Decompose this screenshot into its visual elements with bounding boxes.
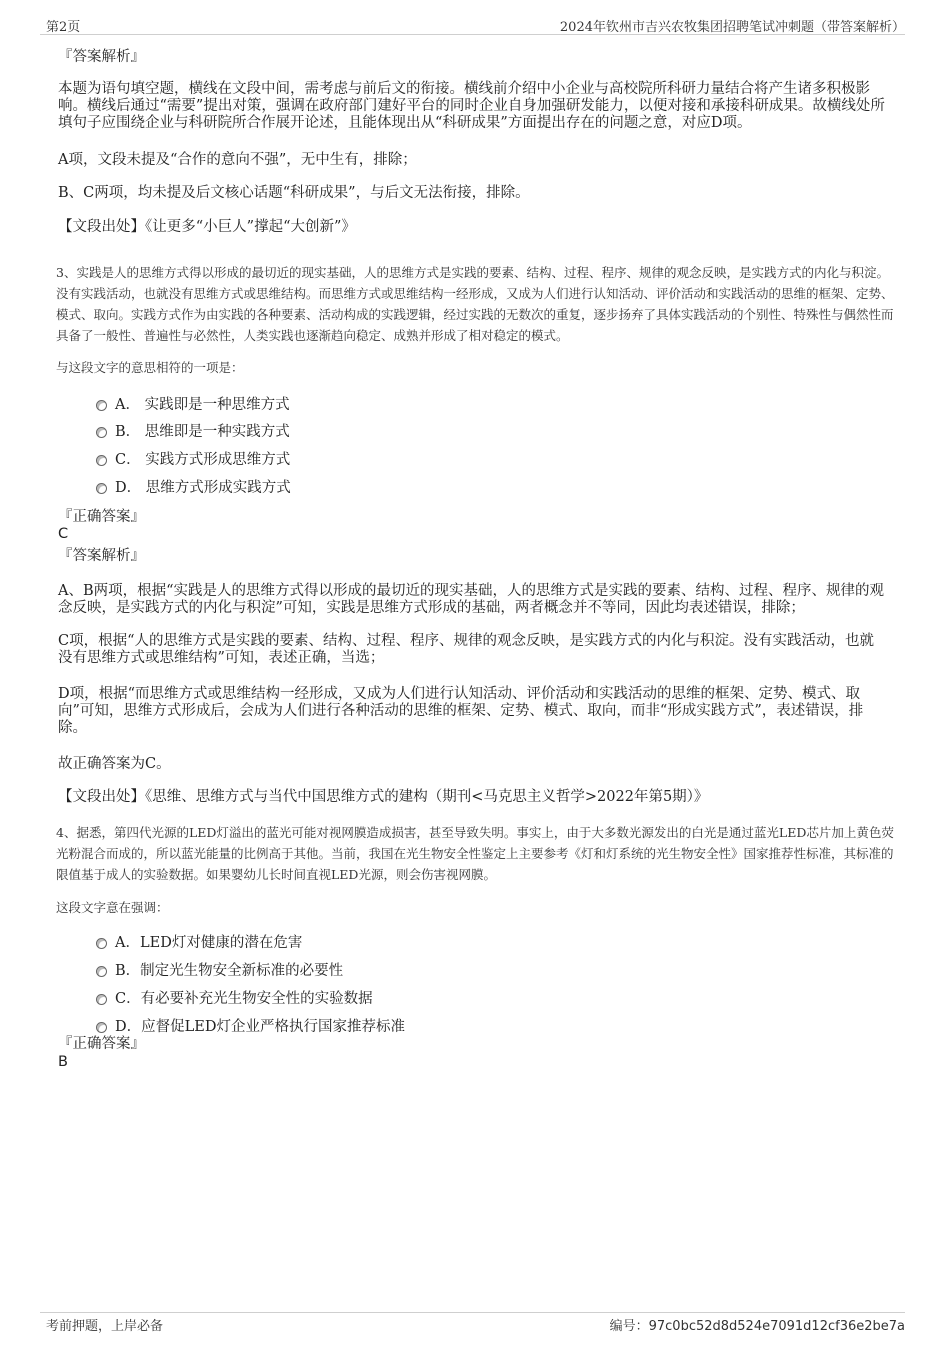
q2-analysis-paragraph-2: A项，文段未提及“合作的意向不强”，无中生有，排除； (58, 152, 417, 168)
q4-stem: 4、据悉，第四代光源的LED灯溢出的蓝光可能对视网膜造成损害，甚至导致失明。事实上，由于大多数光源发出的白光是通过蓝光LED芯片加上黄色荧光粉混合而成的，所以蓝光能量的比例高于其他。当前，我国在光生物安全性鉴定上主要参考《灯和灯系统的光生物安全性》国家推荐性标准，其标准的限值基于成人的实验数据。如果婴幼儿长时间直视LED光源，则会伤害视网膜。 (56, 825, 894, 882)
q2-analysis-paragraph-1: 本题为语句填空题，横线在文段中间，需考虑与前后文的衔接。横线前介绍中小企业与高校院所科研力量结合将产生诸多积极影响。横线后通过“需要”提出对策，强调在政府部门建好平台的同时企业自身加强研发能力，以便对接和承接科研成果。故横线处所填句子应围绕企业与科研院所合作展开论述，且能体现出从“科研成果”方面提出存在的问题之意，对应D项。 (58, 81, 885, 131)
q3-stem: 3、实践是人的思维方式得以形成的最切近的现实基础，人的思维方式是实践的要素、结构、过程、程序、规律的观念反映，是实践方式的内化与积淀。没有实践活动，也就没有思维方式或思维结构。而思维方式或思维结构一经形成，又成为人们进行认知活动、评价活动和实践活动的思维的框架、定势、模式、取向。实践方式作为由实践的各种要素、活动构成的实践逻辑，经过实践的无数次的重复，逐步扬弃了具体实践活动的个别性、特殊性与偶然性而具备了一般性、普遍性与必然性，人类实践也逐渐趋向稳定、成熟并形成了相对稳定的模式。 (56, 265, 894, 343)
code-label: 编号： (609, 1319, 649, 1334)
q3-analysis-paragraph-3: D项，根据“而思维方式或思维结构一经形成，又成为人们进行认知活动、评价活动和实践活动的思维的框架、定势、模式、取向”可知，思维方式形成后，会成为人们进行各种活动的思维的框架、定势、模式、取向，而非“形成实践方式”，表述错误，排除。 (58, 686, 864, 736)
option-text: 制定光生物安全新标准的必要性 (140, 963, 344, 979)
page-number: 第2页 (46, 20, 81, 35)
footer-slogan: 考前押题，上岸必备 (46, 1319, 164, 1334)
q4-correct-answer: B (58, 1054, 68, 1070)
q4-correct-label: 『正确答案』 (58, 1036, 145, 1052)
q4-question: 这段文字意在强调： (56, 900, 169, 915)
option-letter: C． (115, 991, 141, 1007)
radio-button-icon[interactable] (96, 1022, 107, 1033)
q3-source: 【文段出处】《思维、思维方式与当代中国思维方式的建构（期刊<马克思主义哲学>2022年第5期）》 (58, 789, 709, 805)
option-text: 应督促LED灯企业严格执行国家推荐标准 (141, 1019, 405, 1035)
q3-option-c[interactable] (96, 451, 290, 469)
q3-question: 与这段文字的意思相符的一项是： (56, 360, 244, 375)
option-letter: D． (115, 1019, 142, 1035)
option-text: 思维即是一种实践方式 (144, 424, 290, 440)
option-letter: B． (115, 963, 141, 979)
q3-analysis-label: 『答案解析』 (58, 548, 145, 564)
radio-button-icon[interactable] (96, 427, 107, 438)
option-text: 实践即是一种思维方式 (144, 397, 290, 413)
q2-source: 【文段出处】《让更多“小巨人”撑起“大创新”》 (58, 219, 356, 235)
q3-analysis-paragraph-2: C项，根据“人的思维方式是实践的要素、结构、过程、程序、规律的观念反映，是实践方式的内化与积淀。没有实践活动，也就没有思维方式或思维结构”可知，表述正确，当选； (58, 633, 875, 666)
option-letter: A． (115, 397, 140, 413)
q4-option-c[interactable] (96, 990, 373, 1008)
page-footer (40, 1312, 905, 1335)
document-code (610, 1315, 905, 1334)
option-text: 实践方式形成思维方式 (145, 452, 291, 468)
radio-button-icon[interactable] (96, 400, 107, 411)
code-value: 97c0bc52d8d524e7091d12cf36e2be7a (648, 1319, 905, 1334)
page-header (40, 14, 905, 35)
option-letter: B． (115, 424, 141, 440)
option-text: 思维方式形成实践方式 (145, 480, 291, 496)
q4-option-d[interactable] (96, 1018, 405, 1036)
radio-button-icon[interactable] (96, 966, 107, 977)
q4-option-a[interactable] (96, 934, 302, 952)
radio-button-icon[interactable] (96, 938, 107, 949)
q3-analysis-paragraph-1: A、B两项，根据“实践是人的思维方式得以形成的最切近的现实基础，人的思维方式是实践的要素、结构、过程、程序、规律的观念反映，是实践方式的内化与积淀”可知，实践是思维方式形成的基础，两者概念并不等同，因此均表述错误，排除； (58, 583, 885, 616)
option-letter: C． (115, 452, 141, 468)
document-title: 2024年钦州市吉兴农牧集团招聘笔试冲刺题（带答案解析） (559, 20, 905, 35)
q3-option-a[interactable] (96, 396, 290, 414)
q4-option-b[interactable] (96, 962, 343, 980)
q3-conclusion: 故正确答案为C。 (58, 756, 171, 772)
radio-button-icon[interactable] (96, 483, 107, 494)
q2-analysis-paragraph-3: B、C两项，均未提及后文核心话题“科研成果”，与后文无法衔接，排除。 (58, 185, 530, 201)
option-letter: A． (115, 935, 140, 951)
q2-analysis-label: 『答案解析』 (58, 49, 145, 65)
radio-button-icon[interactable] (96, 455, 107, 466)
option-text: 有必要补充光生物安全性的实验数据 (140, 991, 373, 1007)
q3-option-d[interactable] (96, 479, 291, 497)
option-letter: D． (115, 480, 142, 496)
q3-option-b[interactable] (96, 423, 290, 441)
option-text: LED灯对健康的潜在危害 (139, 935, 303, 951)
q3-correct-answer: C (58, 526, 69, 542)
q3-correct-label: 『正确答案』 (58, 509, 145, 525)
radio-button-icon[interactable] (96, 994, 107, 1005)
